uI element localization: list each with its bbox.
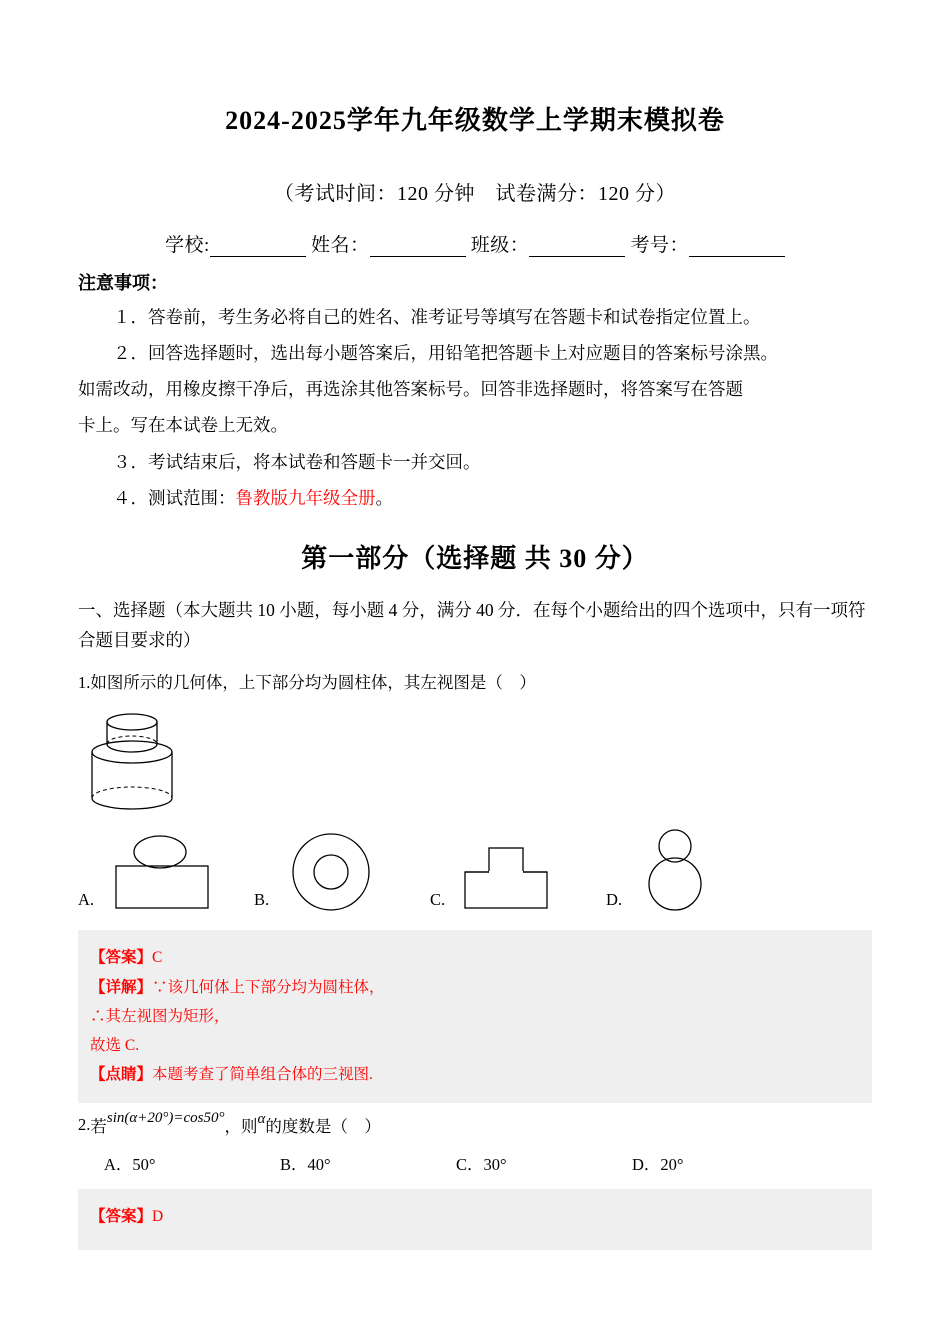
notice-item: 卡上。写在本试卷上无效。 bbox=[78, 415, 288, 436]
page-content bbox=[78, 0, 872, 1250]
question-1-choice-D[interactable] bbox=[606, 822, 782, 914]
question-2-formula: sin(α+20°)=cos50° bbox=[106, 1110, 225, 1127]
notice-item-scope bbox=[78, 485, 872, 512]
tip-label: 【点睛】 bbox=[90, 1066, 153, 1084]
answer-value: C bbox=[152, 949, 163, 967]
field-name-blank[interactable] bbox=[370, 239, 466, 257]
question-1-number: 1. bbox=[78, 673, 91, 692]
notice-scope-suffix: 。 bbox=[375, 487, 393, 508]
exam-subtitle: （考试时间：120 分钟 试卷满分：120 分） bbox=[274, 183, 676, 205]
notice-item: 如需改动，用橡皮擦干净后，再选涂其他答案标号。回答非选择题时，将答案写在答题 bbox=[78, 379, 743, 400]
choice-D-figure-icon bbox=[628, 822, 738, 914]
question-2-number: 2. bbox=[78, 1114, 91, 1134]
field-class-blank[interactable] bbox=[529, 239, 625, 257]
choice-label-D: D. bbox=[606, 890, 623, 910]
fill-in-fields bbox=[78, 230, 872, 257]
question-2-suffix: 的度数是（ ） bbox=[265, 1116, 381, 1136]
notice-item: ３．考试结束后，将本试卷和答题卡一并交回。 bbox=[113, 451, 481, 472]
answer-label: 【答案】 bbox=[90, 1207, 153, 1225]
choice-B-figure-icon bbox=[275, 822, 395, 914]
question-2-answer-block bbox=[78, 1189, 872, 1250]
choice-label-A: A. bbox=[78, 890, 95, 910]
answer-label: 【答案】 bbox=[90, 949, 153, 967]
question-2-prefix: 若 bbox=[90, 1116, 107, 1136]
question-2-options bbox=[78, 1151, 872, 1175]
notice-item: １．答卷前，考生务必将自己的姓名、准考证号等填写在答题卡和试卷指定位置上。 bbox=[113, 307, 761, 327]
choice-A-figure-icon bbox=[100, 822, 228, 914]
explanation-text: ∵该几何体上下部分均为圆柱体， bbox=[152, 978, 385, 996]
notice-title: 注意事项： bbox=[78, 273, 168, 293]
tip-text: 本题考查了简单组合体的三视图. bbox=[152, 1066, 373, 1084]
explanation-line: 故选 C. bbox=[90, 1037, 140, 1055]
page-title: 2024-2025学年九年级数学上学期末模拟卷 bbox=[225, 106, 725, 135]
question-1-choice-C[interactable] bbox=[430, 822, 606, 914]
field-exam-number-label: 考号： bbox=[630, 235, 690, 256]
choice-label-C: C. bbox=[430, 890, 446, 910]
question-2-stem bbox=[78, 1110, 872, 1137]
answer-line bbox=[90, 1205, 864, 1228]
field-exam-number-blank[interactable] bbox=[689, 239, 785, 257]
answer-value: D bbox=[152, 1207, 164, 1225]
tip-line bbox=[90, 1063, 864, 1086]
choice-label-B: B. bbox=[254, 890, 270, 910]
option-D[interactable]: D．20° bbox=[632, 1154, 684, 1174]
question-1-stem bbox=[78, 670, 872, 696]
option-B[interactable]: B．40° bbox=[280, 1154, 331, 1174]
explanation-line: ∴其左视图为矩形， bbox=[90, 1007, 230, 1025]
answer-line bbox=[90, 946, 864, 969]
solid-figure-icon bbox=[86, 706, 206, 826]
field-class-label: 班级： bbox=[470, 235, 530, 256]
section-heading: 一、选择题（本大题共 10 小题，每小题 4 分，满分 40 分．在每个小题给出的四个选项中，只有一项符合题目要求的） bbox=[78, 599, 866, 651]
question-1-choice-B[interactable] bbox=[254, 822, 430, 914]
option-A[interactable]: A．50° bbox=[104, 1154, 156, 1174]
explanation-line bbox=[90, 976, 864, 999]
question-2-mid: ，则 bbox=[224, 1116, 258, 1136]
notice-scope-prefix: ４．测试范围： bbox=[113, 487, 236, 508]
option-C[interactable]: C．30° bbox=[456, 1154, 507, 1174]
question-1-choice-A[interactable] bbox=[78, 822, 254, 914]
question-2-variable: α bbox=[257, 1111, 266, 1128]
part-one-title: 第一部分（选择题 共 30 分） bbox=[301, 543, 649, 573]
question-1-answer-block bbox=[78, 930, 872, 1102]
explanation-label: 【详解】 bbox=[90, 978, 153, 996]
notice-scope-value: 鲁教版九年级全册 bbox=[235, 487, 376, 508]
choice-C-figure-icon bbox=[451, 822, 573, 914]
notice-item: ２．回答选择题时，选出每小题答案后，用铅笔把答题卡上对应题目的答案标号涂黑。 bbox=[113, 343, 778, 364]
question-1-figures bbox=[78, 706, 872, 916]
question-1-text: 如图所示的几何体，上下部分均为圆柱体，其左视图是（ ） bbox=[90, 673, 536, 692]
field-school-label: 学校: bbox=[164, 235, 210, 256]
field-name-label: 姓名： bbox=[310, 235, 370, 256]
field-school-blank[interactable] bbox=[210, 239, 306, 257]
